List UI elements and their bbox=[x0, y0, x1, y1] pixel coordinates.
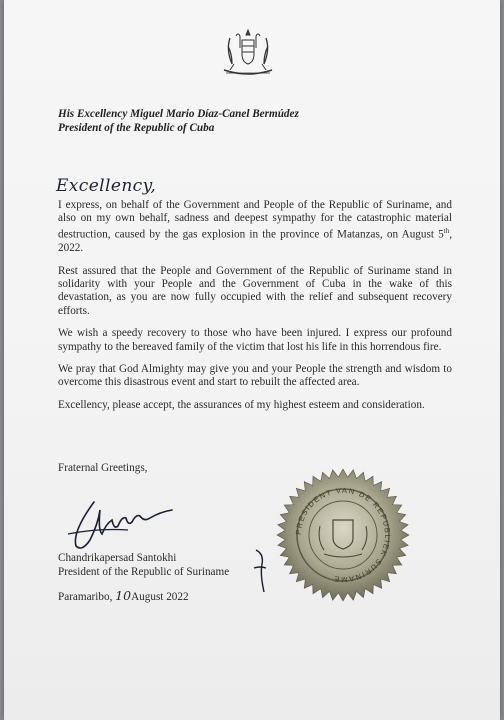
coat-of-arms-icon bbox=[216, 26, 280, 82]
salutation: Excellency, bbox=[56, 176, 157, 196]
paragraph-4: We pray that God Almighty may give you and your People the strength and wisdom to overcome this disastrous event and start to rebuilt the affected area. bbox=[58, 363, 452, 389]
letter-page bbox=[4, 0, 500, 720]
paragraph-3: We wish a speedy recovery to those who have been injured. I express our profound sympathy to the bereaved family of the victim that lost his life in this horrendous fire. bbox=[58, 327, 452, 353]
addressee-block bbox=[58, 108, 299, 135]
paragraph-5: Excellency, please accept, the assurances of my highest esteem and consideration. bbox=[58, 399, 425, 412]
letter-body bbox=[58, 199, 452, 422]
place-date bbox=[58, 588, 189, 603]
signer-block bbox=[58, 552, 229, 579]
signer-name: Chandrikapersad Santokhi bbox=[58, 552, 177, 564]
signer-title: President of the Republic of Suriname bbox=[58, 565, 230, 578]
addressee-title: President of the Republic of Cuba bbox=[58, 121, 215, 134]
presidential-seal-icon bbox=[276, 468, 410, 602]
closing-greeting: Fraternal Greetings, bbox=[58, 462, 148, 474]
addressee-name: His Excellency Miguel Mario Díaz-Canel Bermúdez bbox=[58, 108, 299, 120]
paragraph-2: Rest assured that the People and Government of the Republic of Suriname stand in solidarity with your People and the Government of Cuba in the wake of this devastation, as you are now fully occupied with the relief and subsequent recovery efforts. bbox=[58, 265, 452, 317]
signature-icon bbox=[64, 494, 194, 556]
handwritten-mark-icon bbox=[252, 548, 268, 594]
date-day-handwritten: 10 bbox=[115, 588, 132, 603]
place: Paramaribo, bbox=[58, 591, 113, 603]
seal-lettering: PRESIDENT VAN DE REPUBLIEK SURINAME bbox=[293, 485, 393, 585]
date-rest: August 2022 bbox=[131, 591, 189, 603]
paragraph-1: I express, on behalf of the Government and People of the Republic of Suriname, and also on my own behalf, sadness and deepest sympathy for the catastrophic material destruction, caused by the gas explosion in the province of Matanzas, on August 5th, 2022. bbox=[58, 199, 452, 255]
